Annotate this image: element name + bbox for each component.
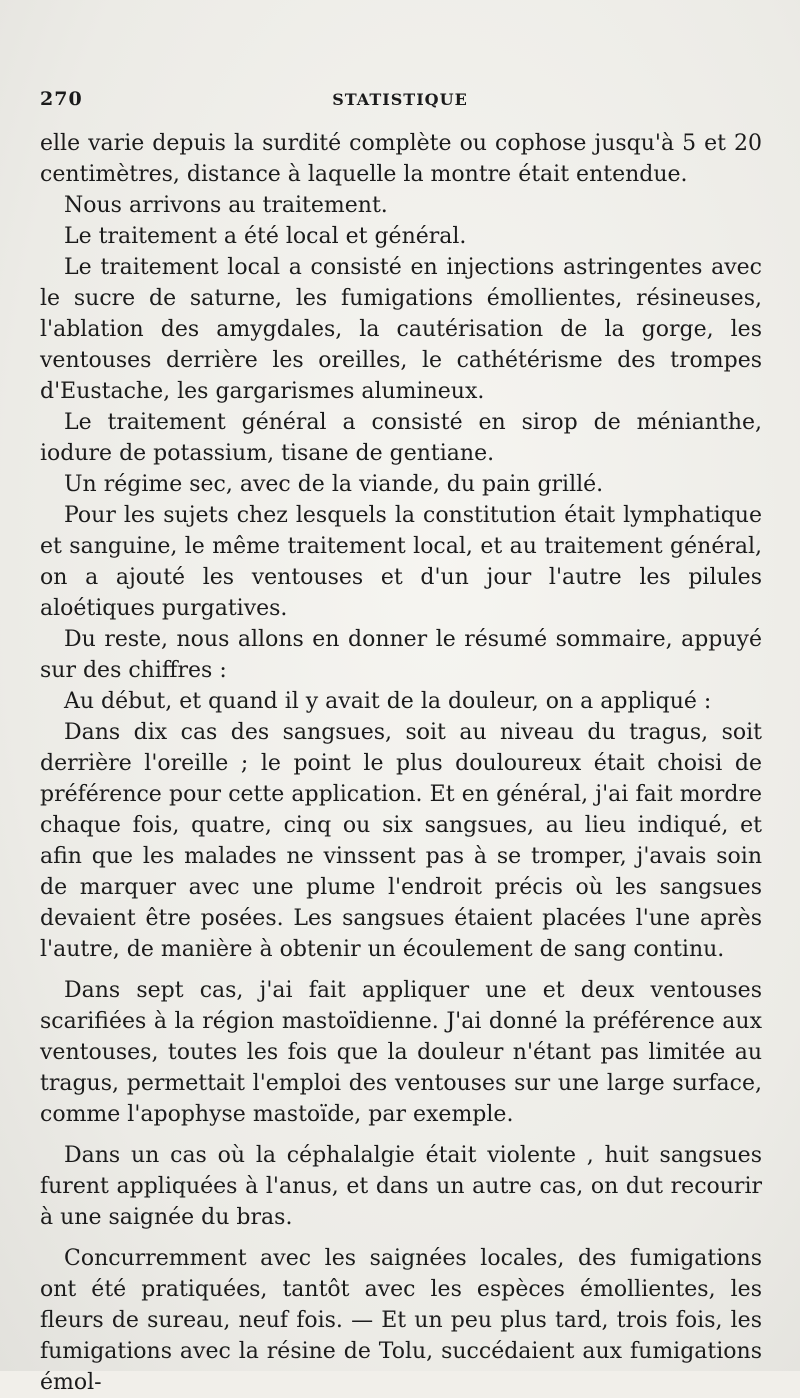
- page-number: 270: [40, 88, 83, 110]
- paragraph: Au début, et quand il y avait de la douleur, on a appliqué :: [64, 689, 712, 714]
- paragraph: Le traitement local a consisté en injections astringentes avec le sucre de saturne, les fumigations émollientes, résineuses, l'ablation des amygdales, la cautérisation de la gorge, les ventouses derrière les oreilles, le cathétérisme des trompes d'Eustache, les gargarismes alumineux.: [40, 255, 762, 404]
- paragraph: Pour les sujets chez lesquels la constitution était lymphatique et sanguine, le même traitement local, et au traitement général, on a ajouté les ventouses et d'un jour l'autre les pilules aloétiques purgatives.: [40, 503, 762, 621]
- paragraph: Le traitement a été local et général.: [64, 224, 467, 249]
- paragraph: Nous arrivons au traitement.: [64, 193, 388, 218]
- paragraph: Dans sept cas, j'ai fait appliquer une et deux ventouses scarifiées à la région mastoïdienne. J'ai donné la préférence aux ventouses, toutes les fois que la douleur n'étant pas limitée au tragus, permettait l'emploi des ventouses sur une large surface, comme l'apophyse mastoïde, par exemple.: [40, 978, 762, 1127]
- paragraph: Du reste, nous allons en donner le résumé sommaire, appuyé sur des chiffres :: [40, 627, 762, 683]
- page-header: [40, 88, 760, 116]
- paragraph: elle varie depuis la surdité complète ou cophose jusqu'à 5 et 20 centimètres, distance à laquelle la montre était entendue.: [40, 131, 762, 187]
- paragraph: Dans dix cas des sangsues, soit au niveau du tragus, soit derrière l'oreille ; le point le plus douloureux était choisi de préférence pour cette application. Et en général, j'ai fait mordre chaque fois, quatre, cinq ou six sangsues, au lieu indiqué, et afin que les malades ne vinssent pas à se tromper, j'avais soin de marquer avec une plume l'endroit précis où les sangsues devaient être posées. Les sangsues étaient placées l'une après l'autre, de manière à obtenir un écoulement de sang continu.: [40, 720, 762, 962]
- paragraph: Concurremment avec les saignées locales, des fumigations ont été pratiquées, tantôt avec les espèces émollientes, les fleurs de sureau, neuf fois. — Et un peu plus tard, trois fois, les fumigations avec la résine de Tolu, succédaient aux fumigations émol-: [40, 1246, 762, 1395]
- paragraph: Dans un cas où la céphalalgie était violente , huit sangsues furent appliquées à l'anus, et dans un autre cas, on dut recourir à une saignée du bras.: [40, 1143, 762, 1230]
- running-title: STATISTIQUE: [332, 90, 468, 109]
- paragraph: Le traitement général a consisté en sirop de ménianthe, iodure de potassium, tisane de gentiane.: [40, 410, 762, 466]
- body-text: [40, 128, 762, 1398]
- paragraph: Un régime sec, avec de la viande, du pain grillé.: [64, 472, 604, 497]
